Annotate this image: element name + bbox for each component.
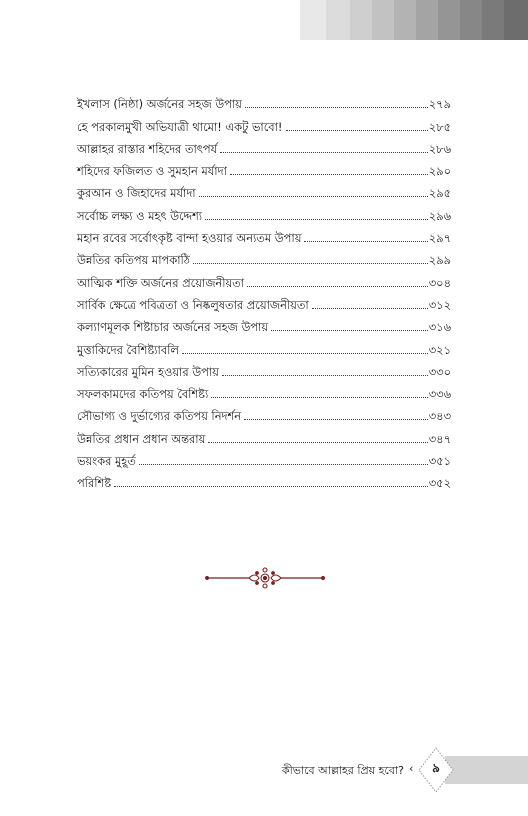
toc-entry-page: ২৮৬ xyxy=(428,141,451,156)
toc-entry xyxy=(77,446,451,468)
toc-entry xyxy=(77,178,451,200)
toc-entry xyxy=(77,468,451,490)
chevron-left-icon: ‹ xyxy=(409,762,414,775)
footer-band xyxy=(445,756,528,784)
toc-entry-title: উন্নতির কতিপয় মাপকাঠি xyxy=(77,253,190,268)
toc-entry-page: ৩৩৬ xyxy=(428,387,451,402)
toc-entry-title: সত্যিকারের মুমিন হওয়ার উপায় xyxy=(77,364,219,379)
table-of-contents xyxy=(77,89,451,490)
header-gradient-bar xyxy=(326,0,350,40)
toc-dot-leader xyxy=(220,151,428,153)
toc-entry-page: ৩৪৩ xyxy=(428,409,451,424)
toc-entry-title: উন্নতির প্রধান প্রধান অন্তরায় xyxy=(77,431,206,446)
toc-entry-page: ৩১২ xyxy=(428,297,451,312)
toc-entry xyxy=(77,89,451,111)
toc-entry-title: ভয়ংকর মুহূর্ত xyxy=(77,454,136,469)
toc-entry-title: মুত্তাকিদের বৈশিষ্ট্যাবলি xyxy=(77,342,179,357)
toc-dot-leader xyxy=(286,129,428,131)
header-gradient-bars xyxy=(300,0,528,40)
toc-entry xyxy=(77,290,451,312)
header-gradient-bar xyxy=(438,0,460,40)
toc-entry xyxy=(77,267,451,289)
toc-entry xyxy=(77,200,451,222)
toc-dot-leader xyxy=(139,463,428,465)
toc-entry-page: ৩১৬ xyxy=(428,320,451,335)
ornament-divider xyxy=(205,566,325,590)
toc-entry-page: ২৭৯ xyxy=(428,97,451,112)
toc-entry xyxy=(77,423,451,445)
header-gradient-bar xyxy=(482,0,504,40)
toc-dot-leader xyxy=(199,195,428,197)
header-gradient-bar xyxy=(416,0,438,40)
toc-dot-leader xyxy=(211,396,427,398)
footer-book-title: কীভাবে আল্লাহর প্রিয় হবো? xyxy=(281,764,404,777)
toc-entry-title: আত্মিক শক্তি অর্জনের প্রয়োজনীয়তা xyxy=(77,275,245,290)
toc-dot-leader xyxy=(205,218,428,220)
toc-entry-page: ৩৪৭ xyxy=(428,431,451,446)
toc-entry-page: ৩২১ xyxy=(428,342,451,357)
header-gradient-bar xyxy=(460,0,482,40)
toc-dot-leader xyxy=(312,307,428,309)
toc-dot-leader xyxy=(230,173,428,175)
toc-entry-title: সর্বোচ্চ লক্ষ্য ও মহৎ উদ্দেশ্য xyxy=(77,208,203,223)
toc-dot-leader xyxy=(193,262,428,264)
toc-entry-title: ইখলাস (নিষ্ঠা) অর্জনের সহজ উপায় xyxy=(77,97,242,112)
toc-dot-leader xyxy=(222,374,428,376)
header-gradient-bar xyxy=(350,0,372,40)
toc-entry-title: শহিদের ফজিলত ও সুমহান মর্যাদা xyxy=(77,164,227,179)
toc-dot-leader xyxy=(114,485,428,487)
toc-entry-page: ৩৫১ xyxy=(428,454,451,469)
toc-entry xyxy=(77,312,451,334)
header-gradient-bar xyxy=(372,0,394,40)
toc-entry-title: হে পরকালমুখী অভিযাত্রী থামো! একটু ভাবো! xyxy=(77,119,283,134)
toc-entry-title: কুরআন ও জিহাদের মর্যাদা xyxy=(77,186,196,201)
toc-entry-page: ২৯৯ xyxy=(428,253,451,268)
toc-entry xyxy=(77,111,451,133)
toc-entry-page: ২৯৫ xyxy=(428,186,451,201)
toc-entry xyxy=(77,223,451,245)
toc-entry-title: আল্লাহর রাস্তার শহিদের তাৎপর্য xyxy=(77,141,218,156)
toc-dot-leader xyxy=(271,329,428,331)
toc-dot-leader xyxy=(208,441,428,443)
toc-entry xyxy=(77,379,451,401)
toc-entry-page: ৩৩০ xyxy=(428,364,451,379)
toc-entry-title: পরিশিষ্ট xyxy=(77,476,112,491)
toc-entry-title: কল্যাণমূলক শিষ্টাচার অর্জনের সহজ উপায় xyxy=(77,320,269,335)
toc-dot-leader xyxy=(182,352,428,354)
toc-entry-page: ২৮৫ xyxy=(428,119,451,134)
toc-entry-page: ২৯০ xyxy=(428,164,451,179)
toc-entry-title: সৌভাগ্য ও দুর্ভাগ্যের কতিপয় নিদর্শন xyxy=(77,409,242,424)
header-gradient-bar xyxy=(300,0,326,40)
toc-dot-leader xyxy=(247,285,428,287)
toc-dot-leader xyxy=(245,106,428,108)
toc-entry-title: মহান রবের সর্বোৎকৃষ্ট বান্দা হওয়ার অন্যতম উপায় xyxy=(77,231,302,246)
header-gradient-bar xyxy=(504,0,528,40)
toc-entry xyxy=(77,401,451,423)
toc-entry-page: ২৯৬ xyxy=(428,208,451,223)
toc-entry xyxy=(77,334,451,356)
toc-entry-page: ৩০৪ xyxy=(428,275,451,290)
toc-dot-leader xyxy=(244,418,428,420)
toc-entry xyxy=(77,134,451,156)
toc-entry-title: সার্বিক ক্ষেত্রে পবিত্রতা ও নিষ্কলুষতার প্রয়োজনীয়তা xyxy=(77,297,309,312)
toc-entry-title: সফলকামদের কতিপয় বৈশিষ্ট্য xyxy=(77,387,209,402)
page-number: ৯ xyxy=(432,761,440,775)
toc-dot-leader xyxy=(304,240,427,242)
header-gradient-bar xyxy=(394,0,416,40)
toc-entry xyxy=(77,357,451,379)
toc-entry xyxy=(77,156,451,178)
toc-entry xyxy=(77,245,451,267)
toc-entry-page: ২৯৭ xyxy=(428,231,451,246)
toc-entry-page: ৩৫২ xyxy=(428,476,451,491)
